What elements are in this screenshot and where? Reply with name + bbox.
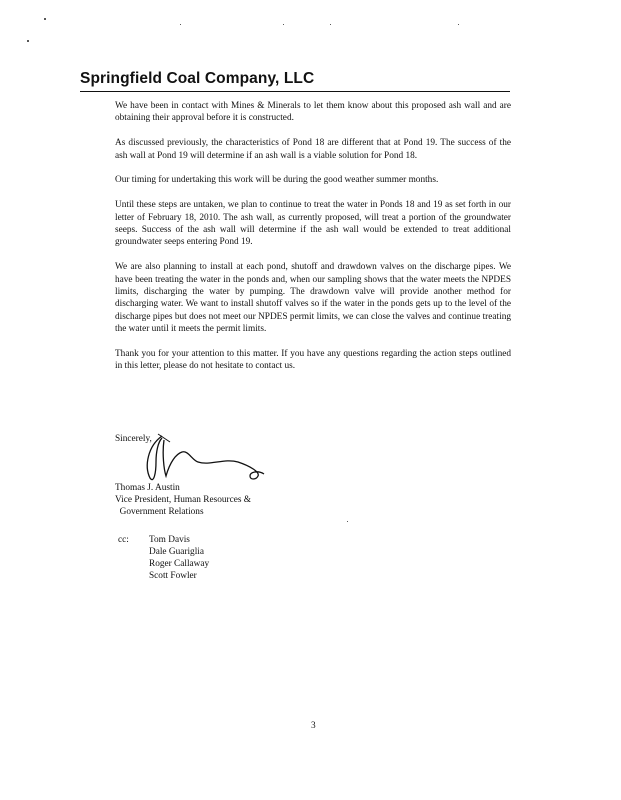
page-number: 3 (311, 721, 316, 731)
body-paragraph: Until these steps are untaken, we plan to continue to treat the water in Ponds 18 and 19 as set forth in our letter of February 18, 2010. The ash wall, as currently proposed, will treat a portion of the groundwater seeps. Success of the ash wall will determine if the ash wall would be extended to treat additional groundwater seeps entering Pond 19. (115, 200, 511, 248)
scan-speck (458, 24, 459, 25)
cc-label: cc: (118, 535, 129, 545)
scan-speck (347, 521, 348, 522)
closing-salutation: Sincerely, (115, 434, 152, 444)
scan-speck (180, 24, 181, 25)
letter-body (115, 100, 511, 385)
signer-name: Thomas J. Austin (115, 483, 180, 493)
cc-list (149, 534, 209, 582)
cc-name: Scott Fowler (149, 571, 197, 581)
body-paragraph: Our timing for undertaking this work will be during the good weather summer months. (115, 175, 439, 186)
company-letterhead: Springfield Coal Company, LLC (80, 70, 315, 87)
signer-block (115, 483, 251, 518)
body-paragraph: We are also planning to install at each pond, shutoff and drawdown valves on the discharge pipes. We have been treating the water in the ponds and, when our sampling shows that the water meets the NPDES limits, discharging the water by pumping. The drawdown valve will provide another method for discharging water. We want to install shutoff valves so if the water in the ponds gets up to the level of the discharge pipes but does not meet our NPDES permit limits, we can close the valves and continue treating the water until it meets the permit limits. (115, 262, 511, 335)
signer-title: Government Relations (115, 506, 204, 517)
letterhead-rule (80, 91, 510, 92)
body-paragraph: As discussed previously, the characteristics of Pond 18 are different that at Pond 19. The success of the ash wall at Pond 19 will determine if an ash wall is a viable solution for Pond 18. (115, 138, 511, 161)
scan-speck (283, 24, 284, 25)
cc-name: Tom Davis (149, 535, 190, 545)
handwritten-signature (140, 432, 275, 487)
scan-speck (27, 40, 29, 42)
body-paragraph: Thank you for your attention to this matter. If you have any questions regarding the action steps outlined in this letter, please do not hesitate to contact us. (115, 349, 511, 372)
signer-title: Vice President, Human Resources & (115, 494, 252, 505)
scan-speck (330, 24, 331, 25)
scan-speck (44, 18, 46, 20)
cc-name: Roger Callaway (149, 559, 210, 569)
body-paragraph: We have been in contact with Mines & Minerals to let them know about this proposed ash wall and are obtaining their approval before it is constructed. (115, 101, 511, 124)
cc-name: Dale Guariglia (149, 547, 204, 557)
